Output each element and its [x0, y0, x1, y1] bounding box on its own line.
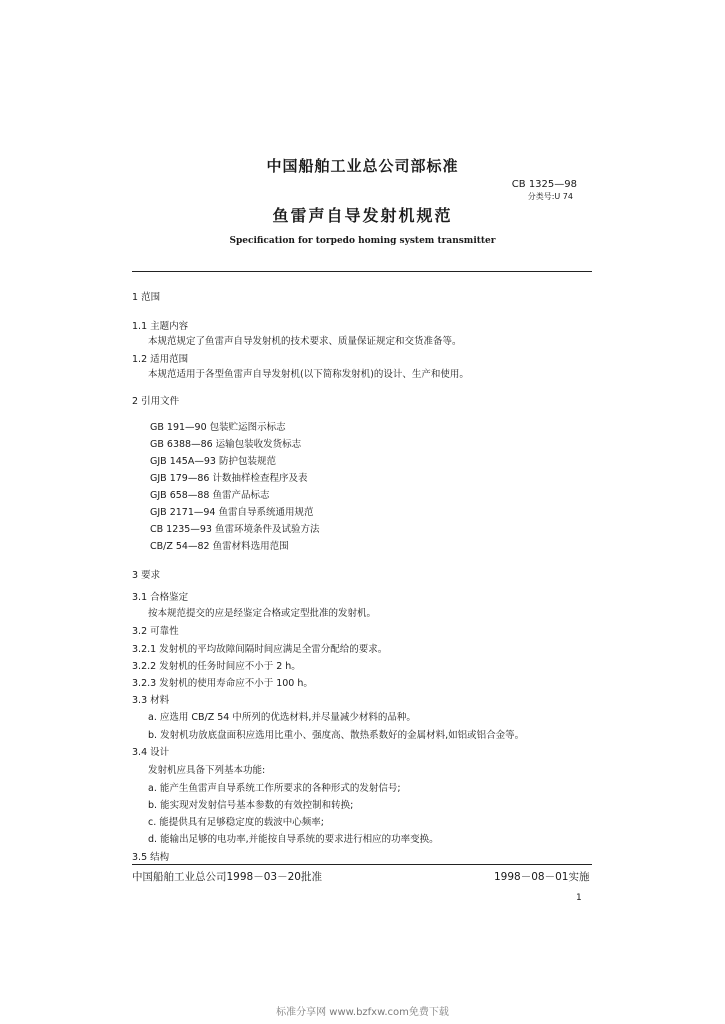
body-line: 3 要求: [132, 570, 161, 581]
english-title: Specification for torpedo homing system transmitter: [229, 236, 496, 246]
body-line: 本规范规定了鱼雷声自导发射机的技术要求、质量保证规定和交货准备等。: [148, 336, 462, 347]
body-line: d. 能输出足够的电功率,并能按自导系统的要求进行相应的功率变换。: [148, 834, 439, 845]
body-line: 3.3 材料: [132, 695, 170, 706]
standard-number: CB 1325—98: [511, 179, 577, 190]
body-line: c. 能提供具有足够稳定度的载波中心频率;: [148, 817, 324, 828]
body-line: 2 引用文件: [132, 396, 180, 407]
document-title: 鱼雷声自导发射机规范: [272, 206, 453, 225]
body-line: 3.2.2 发射机的任务时间应不小于 2 h。: [132, 661, 301, 672]
body-line: 3.2.3 发射机的使用寿命应不小于 100 h。: [132, 678, 313, 689]
page-number: 1: [576, 893, 582, 903]
classification-number: 分类号:U 74: [527, 192, 573, 201]
body-line: 3.1 合格鉴定: [132, 592, 189, 603]
body-line: 3.2.1 发射机的平均故障间隔时间应满足全雷分配给的要求。: [132, 644, 388, 655]
body-line: GB 6388—86 运输包装收发货标志: [150, 439, 302, 450]
body-line: a. 能产生鱼雷声自导系统工作所要求的各种形式的发射信号;: [148, 783, 401, 794]
body-line: GJB 2171—94 鱼雷自导系统通用规范: [150, 507, 314, 518]
body-line: 本规范适用于各型鱼雷声自导发射机(以下简称发射机)的设计、生产和使用。: [148, 369, 469, 380]
approval-date: 中国船舶工业总公司1998－03－20批准: [132, 871, 322, 883]
issuing-organization: 中国船舶工业总公司部标准: [266, 157, 459, 175]
body-line: CB 1235—93 鱼雷环境条件及试验方法: [150, 524, 320, 535]
implementation-date: 1998－08－01实施: [494, 871, 590, 883]
body-line: b. 能实现对发射信号基本参数的有效控制和转换;: [148, 800, 354, 811]
body-line: CB/Z 54—82 鱼雷材料选用范围: [150, 541, 289, 552]
watermark-text: 标准分享网 www.bzfxw.com免费下载: [276, 1007, 449, 1018]
body-line: GJB 179—86 计数抽样检查程序及表: [150, 473, 308, 484]
body-line: 3.4 设计: [132, 747, 170, 758]
body-line: b. 发射机功放底盘面积应选用比重小、强度高、散热系数好的金属材料,如铝或铝合金等。: [148, 730, 525, 741]
body-line: 按本规范提交的应是经鉴定合格或定型批准的发射机。: [148, 608, 377, 619]
footer-divider: [132, 864, 592, 865]
body-line: 1.2 适用范围: [132, 354, 189, 365]
header-divider: [132, 271, 592, 272]
body-line: 1 范围: [132, 292, 161, 303]
body-line: a. 应选用 CB/Z 54 中所列的优选材料,并尽量减少材料的品种。: [148, 712, 416, 723]
body-line: 3.5 结构: [132, 852, 170, 863]
body-line: 3.2 可靠性: [132, 626, 179, 637]
body-line: GJB 145A—93 防护包装规范: [150, 456, 276, 467]
body-line: 发射机应具备下列基本功能:: [148, 765, 266, 776]
body-line: 1.1 主题内容: [132, 321, 189, 332]
body-line: GB 191—90 包装贮运图示标志: [150, 422, 286, 433]
body-line: GJB 658—88 鱼雷产品标志: [150, 490, 270, 501]
